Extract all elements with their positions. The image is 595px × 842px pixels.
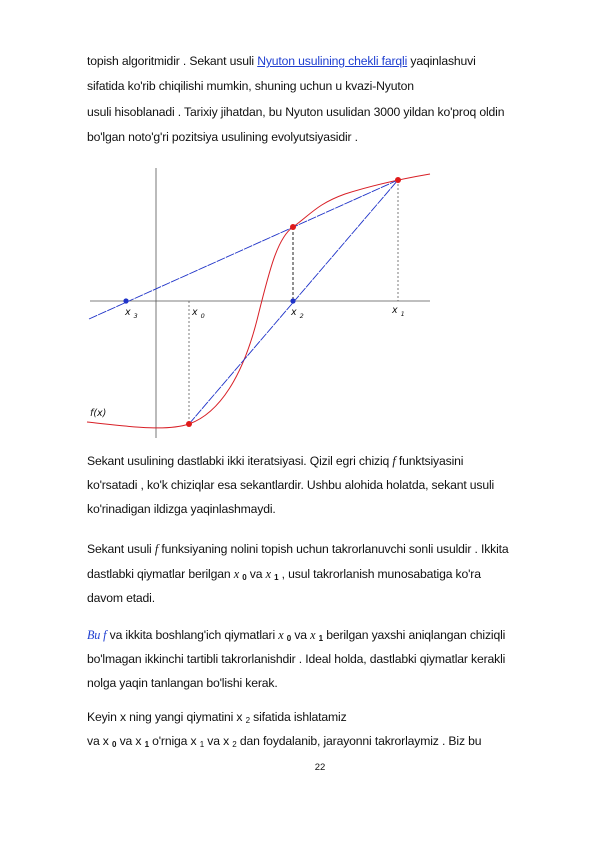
text: Sekant usuli [87,542,155,556]
text: funktsiyasini [395,454,464,468]
label-fx: f(x) [90,408,107,419]
page-number: 22 [314,762,326,773]
italic-f: f [154,542,159,556]
secant-method-figure [85,160,435,445]
subscript: 1 [144,740,149,749]
text: va [246,567,266,581]
paragraph-1-line-1 [87,54,476,68]
italic-x: x [233,567,239,581]
label-x1: x $_1$ [392,305,405,318]
subscript: 1 [318,634,323,643]
subscript: 2 [245,716,250,725]
text: funksiyaning nolini topish uchun takrorlanuvchi sonli usuldir . Ikkita [158,542,509,556]
point-f-x0 [186,421,192,427]
caption-line-2: ko'rsatadi , ko'k chiziqlar esa sekantlardir. Ushbu alohida holatda, sekant usuli [87,478,495,492]
subscript: 1 [199,740,205,749]
paragraph-3-line-3: nolga yaqin tanlangan bo'lishi kerak. [87,676,278,690]
text: , usul takrorlanish munosabatiga ko'ra [278,567,481,581]
italic-f: f [392,454,396,468]
italic-bu: Bu [87,628,104,642]
text: yaqinlashuvi [407,54,476,68]
subscript: 1 [274,573,279,582]
label-x3: x $_3$ [125,307,138,320]
point-f-x1 [395,177,401,183]
italic-x: x [310,628,316,642]
paragraph-1-line-4: bo'lgan noto'g'ri pozitsiya usulining evolyutsiyasidir . [87,130,358,144]
paragraph-4-line-2 [87,734,481,748]
point-x3 [123,298,128,303]
paragraph-3-line-1 [87,628,505,643]
text: va x [87,734,109,748]
italic-x: x [278,628,284,642]
label-x0: x $_0$ [192,307,205,320]
caption-line-3: ko'rinadigan ildizga yaqinlashmaydi. [87,502,276,516]
subscript: 2 [232,740,237,749]
caption-line-1 [87,454,463,469]
paragraph-4-line-1 [87,710,347,724]
text: va x [116,734,142,748]
text: Keyin x ning yangi qiymatini x [87,710,243,724]
paragraph-2-line-1 [87,542,509,557]
text: va ikkita boshlang'ich qiymatlari [106,628,279,642]
text: o'rniga x [148,734,197,748]
paragraph-1-line-2: sifatida ko'rib chiqilishi mumkin, shuning uchun u kvazi-Nyuton [87,79,414,93]
subscript: 0 [112,740,117,749]
paragraph-3-line-2: bo'lmagan ikkinchi tartibli takrorlanishdir . Ideal holda, dastlabki qiymatlar kerakli [87,652,506,666]
text: Sekant usulining dastlabki ikki iteratsiyasi. Qizil egri chiziq [87,454,393,468]
subscript: 0 [242,573,247,582]
text: va x [204,734,230,748]
nyuton-usuli-link[interactable]: Nyuton usulining chekli farqli [257,54,408,68]
text: dan foydalanib, jarayonni takrorlaymiz . Biz bu [236,734,482,748]
label-x2: x $_2$ [291,307,304,320]
italic-x: x [265,567,271,581]
text: topish algoritmidir . Sekant usuli [87,54,258,68]
paragraph-2-line-3: davom etadi. [87,591,155,605]
secant-line-2 [89,180,398,319]
point-f-x2 [290,224,296,230]
paragraph-1-line-3: usuli hisoblanadi . Tarixiy jihatdan, bu Nyuton usulidan 3000 yildan ko'proq oldin [87,105,505,119]
point-x2 [290,298,295,303]
text: va [291,628,311,642]
paragraph-2-line-2 [87,567,481,582]
text: sifatida ishlatamiz [249,710,347,724]
italic-f: f [103,628,107,642]
subscript: 0 [286,634,292,643]
text: dastlabki qiymatlar berilgan [87,567,234,581]
text: berilgan yaxshi aniqlangan chiziqli [322,628,506,642]
